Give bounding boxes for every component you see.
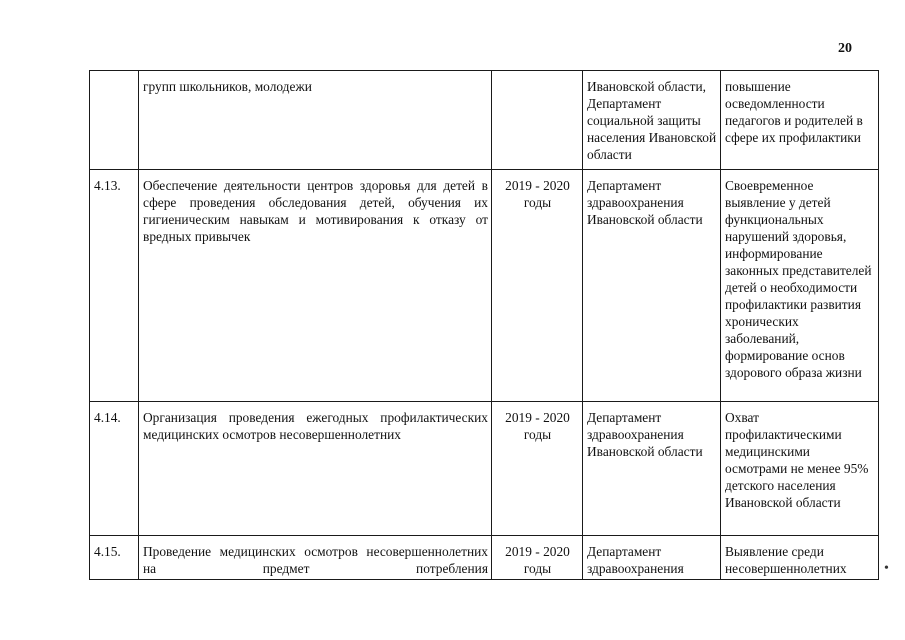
activity-text: Проведение медицинских осмотров несовершеннолетних на предмет потребления bbox=[139, 536, 492, 580]
activity-text: групп школьников, молодежи bbox=[139, 71, 492, 170]
responsible-text: Департамент здравоохранения Ивановской области bbox=[583, 402, 721, 536]
result-text: повышение осведомленности педагогов и родителей в сфере их профилактики bbox=[721, 71, 879, 170]
table-row-4-15 bbox=[90, 536, 879, 580]
responsible-text: Ивановской области, Департамент социальной защиты населения Ивановской области bbox=[583, 71, 721, 170]
page-number: 20 bbox=[838, 41, 852, 56]
plan-table bbox=[89, 70, 879, 580]
result-text: Охват профилактическими медицинскими осмотрами не менее 95% детского населения Ивановской области bbox=[721, 402, 879, 536]
result-text: Выявление среди несовершеннолетних bbox=[721, 536, 879, 580]
years-text: 2019 - 2020 годы bbox=[492, 536, 583, 580]
responsible-text: Департамент здравоохранения Ивановской области bbox=[583, 170, 721, 402]
item-number: 4.14. bbox=[90, 402, 139, 536]
table-row-4-14 bbox=[90, 402, 879, 536]
item-number: 4.15. bbox=[90, 536, 139, 580]
years-text bbox=[492, 71, 583, 170]
activity-text: Обеспечение деятельности центров здоровья для детей в сфере проведения обследования детей, обучения их гигиеническим навыкам и мотивирования к отказу от вредных привычек bbox=[139, 170, 492, 402]
scan-speck: • bbox=[884, 561, 889, 576]
result-text: Своевременное выявление у детей функциональных нарушений здоровья, информирование законных представителей детей о необходимости профилактики развития хронических заболеваний, формирование основ здорового образа жизни bbox=[721, 170, 879, 402]
table-row-continued bbox=[90, 71, 879, 170]
years-text: 2019 - 2020 годы bbox=[492, 170, 583, 402]
item-number: 4.13. bbox=[90, 170, 139, 402]
years-text: 2019 - 2020 годы bbox=[492, 402, 583, 536]
activity-text: Организация проведения ежегодных профилактических медицинских осмотров несовершеннолетних bbox=[139, 402, 492, 536]
item-number bbox=[90, 71, 139, 170]
table-row-4-13 bbox=[90, 170, 879, 402]
responsible-text: Департамент здравоохранения bbox=[583, 536, 721, 580]
